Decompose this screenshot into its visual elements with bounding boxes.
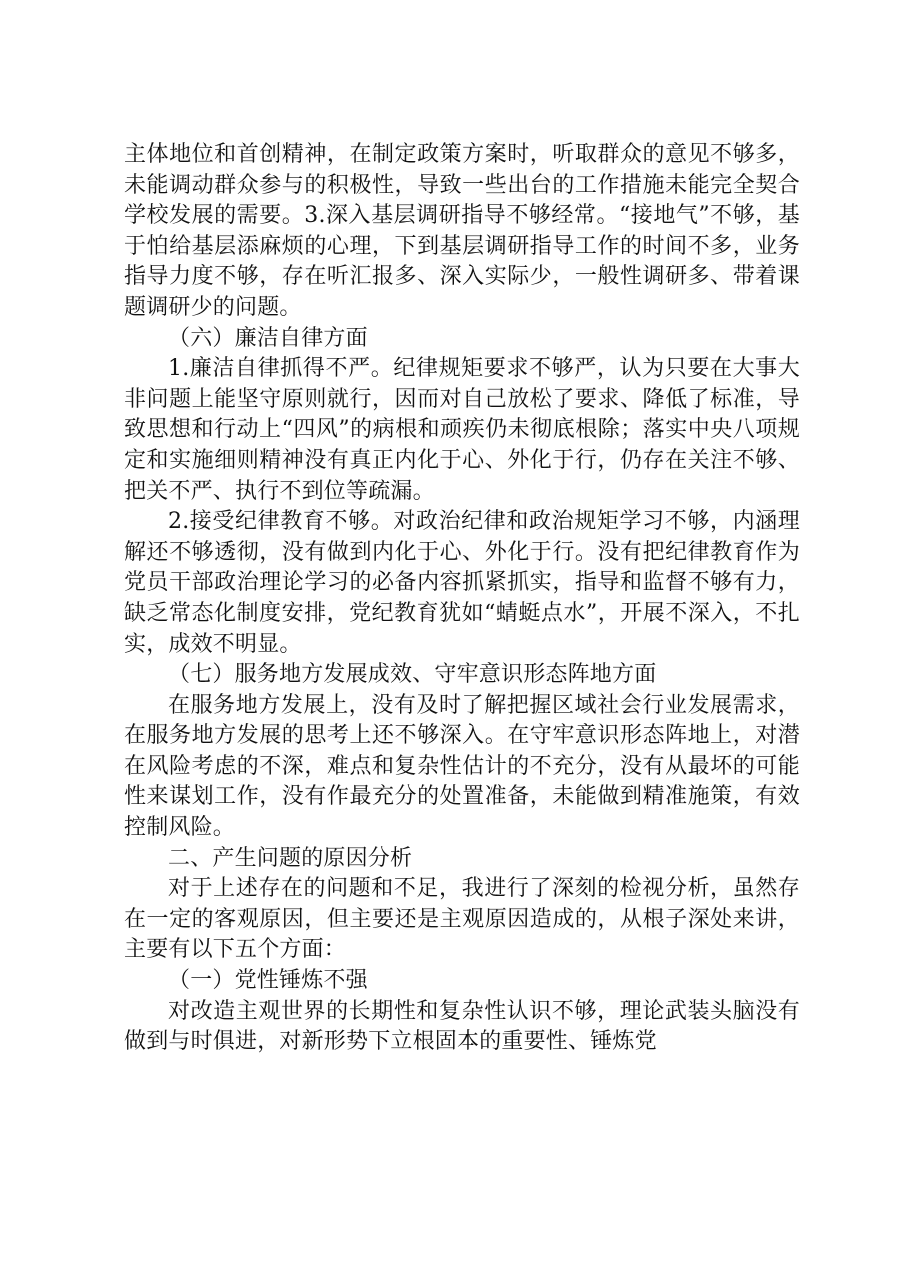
section-heading-7: （七）服务地方发展成效、守牢意识形态阵地方面	[168, 662, 657, 688]
section-heading-1: （一）党性锤炼不强	[168, 968, 368, 994]
paragraph-6: 对改造主观世界的长期性和复杂性认识不够，理论武装头脑没有做到与时俱进，对新形势下立根固本的重要性、锤炼党	[124, 998, 800, 1055]
section-heading-6: （六）廉洁自律方面	[168, 325, 368, 351]
paragraph-3: 2.接受纪律教育不够。对政治纪律和政治规矩学习不够，内涵理解还不够透彻，没有做到内化于心、外化于行。没有把纪律教育作为党员干部政治理论学习的必备内容抓紧抓实，指导和监督不够有力，缺乏常态化制度安排，党纪教育犹如“蜻蜓点水”，开展不深入，不扎实，成效不明显。	[124, 509, 800, 657]
paragraph-1: 主体地位和首创精神，在制定政策方案时，听取群众的意见不够多，未能调动群众参与的积极性，导致一些出台的工作措施未能完全契合学校发展的需要。3.深入基层调研指导不够经常。“接地气”不够，基于怕给基层添麻烦的心理，下到基层调研指导工作的时间不多，业务指导力度不够，存在听汇报多、深入实际少，一般性调研多、带着课题调研少的问题。	[124, 142, 800, 320]
chapter-heading-2: 二、产生问题的原因分析	[168, 845, 413, 871]
paragraph-5: 对于上述存在的问题和不足，我进行了深刻的检视分析，虽然存在一定的客观原因，但主要还是主观原因造成的，从根子深处来讲，主要有以下五个方面：	[124, 876, 800, 963]
document-body	[124, 140, 800, 1058]
paragraph-2: 1.廉洁自律抓得不严。纪律规矩要求不够严，认为只要在大事大非问题上能坚守原则就行，因而对自己放松了要求、降低了标准，导致思想和行动上“四风”的病根和顽疾仍未彻底根除；落实中央八项规定和实施细则精神没有真正内化于心、外化于行，仍存在关注不够、把关不严、执行不到位等疏漏。	[124, 356, 800, 504]
paragraph-4: 在服务地方发展上，没有及时了解把握区域社会行业发展需求，在服务地方发展的思考上还不够深入。在守牢意识形态阵地上，对潜在风险考虑的不深，难点和复杂性估计的不充分，没有从最坏的可能性来谋划工作，没有作最充分的处置准备，未能做到精准施策，有效控制风险。	[124, 692, 800, 841]
